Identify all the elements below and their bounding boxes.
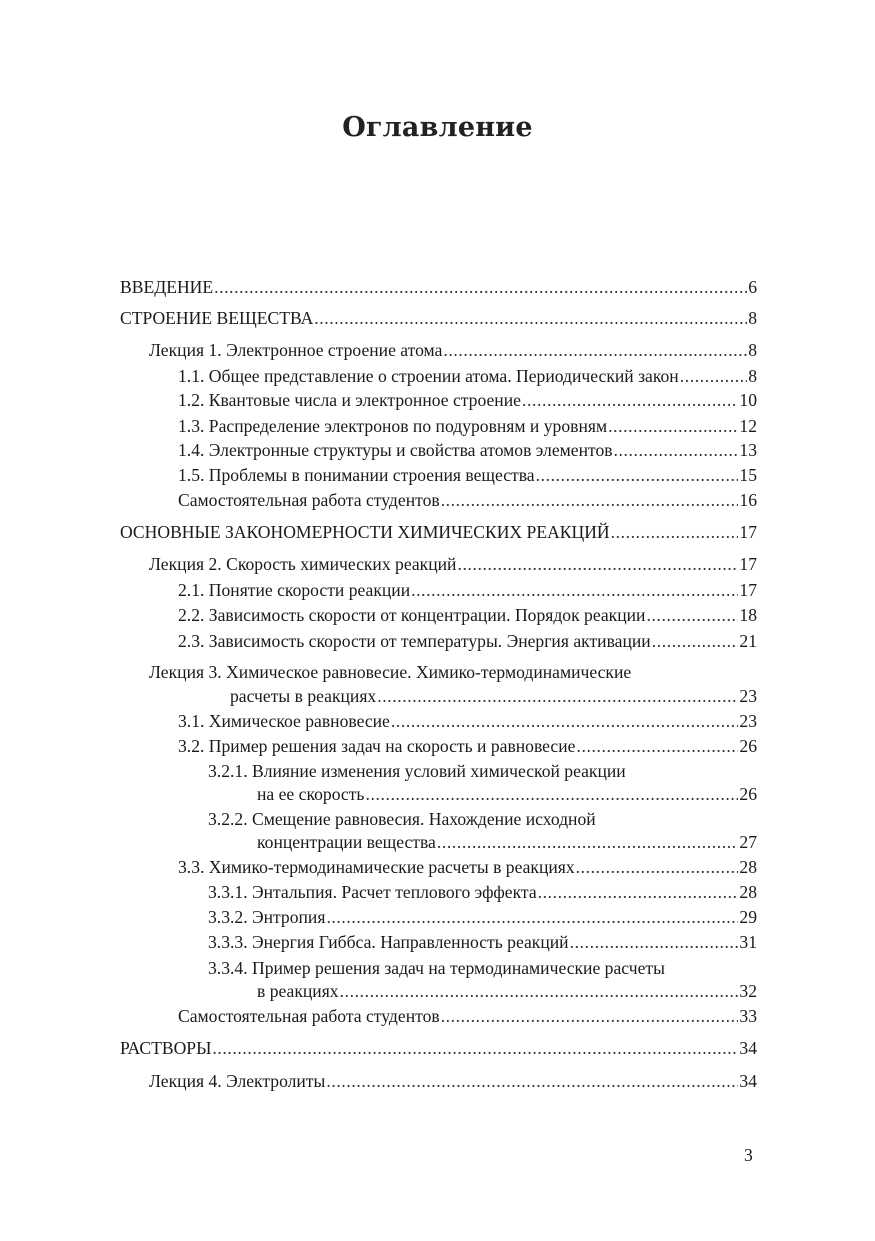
toc-entry-title: Самостоятельная работа студентов [178, 1006, 440, 1026]
toc-entry-title: 3.3.2. Энтропия [208, 907, 326, 927]
dot-leader [214, 276, 747, 298]
toc-entry-title: Лекция 3. Химическое равновесие. Химико-термодинамические [149, 662, 632, 682]
toc-entry-title: 1.3. Распределение электронов по подуровням и уровням [178, 416, 608, 436]
toc-entry-title: ОСНОВНЫЕ ЗАКОНОМЕРНОСТИ ХИМИЧЕСКИХ РЕАКЦИЙ [120, 522, 610, 542]
toc-entry-title-continuation: на ее скорость [257, 784, 365, 804]
toc-entry-title: 2.3. Зависимость скорости от температуры. Энергия активации [178, 631, 651, 651]
toc-entry-lecture-line2[interactable] [230, 685, 757, 707]
toc-entry-title: Лекция 1. Электронное строение атома [149, 340, 443, 360]
toc-entry-title: 1.4. Электронные структуры и свойства атомов элементов [178, 440, 613, 460]
toc-entry-page: 15 [739, 465, 757, 485]
toc-entry-subsection[interactable] [178, 710, 757, 732]
toc-entry-title-continuation: в реакциях [257, 981, 339, 1001]
toc-entry-page: 28 [739, 857, 757, 877]
toc-entry-page: 21 [739, 631, 757, 651]
dot-leader [611, 521, 739, 543]
dot-leader [314, 307, 747, 329]
dot-leader [437, 831, 739, 853]
toc-entry-subsubsection-line1[interactable] [208, 760, 757, 782]
dot-leader [457, 553, 738, 575]
toc-entry-self-study[interactable] [178, 489, 757, 511]
dot-leader [391, 710, 739, 732]
toc-entry-title: 3.2.2. Смещение равновесия. Нахождение исходной [208, 809, 596, 829]
toc-entry-section[interactable] [120, 521, 757, 543]
dot-leader [365, 783, 738, 805]
toc-entry-title: 3.3. Химико-термодинамические расчеты в реакциях [178, 857, 575, 877]
dot-leader [652, 630, 739, 652]
dot-leader [608, 415, 738, 437]
toc-entry-page: 34 [739, 1038, 757, 1058]
toc-entry-page: 23 [739, 711, 757, 731]
dot-leader [411, 579, 738, 601]
toc-entry-section[interactable] [120, 307, 757, 329]
dot-leader [538, 881, 739, 903]
toc-entry-page: 13 [739, 440, 757, 460]
toc-entry-title-continuation: концентрации вещества [257, 832, 436, 852]
toc-entry-page: 17 [739, 580, 757, 600]
toc-entry-page: 28 [739, 882, 757, 902]
toc-entry-subsection[interactable] [178, 415, 757, 437]
toc-entry-introduction[interactable] [120, 276, 757, 298]
dot-leader [377, 685, 738, 707]
toc-entry-page: 23 [739, 686, 757, 706]
toc-entry-page: 6 [748, 277, 757, 297]
toc-entry-title: 1.1. Общее представление о строении атома. Периодический закон [178, 366, 679, 386]
toc-entry-title: 3.2. Пример решения задач на скорость и равновесие [178, 736, 576, 756]
toc-entry-page: 27 [739, 832, 757, 852]
toc-entry-title: 3.3.1. Энтальпия. Расчет теплового эффекта [208, 882, 537, 902]
toc-entry-subsection[interactable] [178, 856, 757, 878]
toc-entry-page: 29 [739, 907, 757, 927]
toc-entry-subsubsection[interactable] [208, 906, 757, 928]
toc-entry-page: 26 [739, 784, 757, 804]
toc-entry-subsection[interactable] [178, 464, 757, 486]
toc-entry-title: 1.2. Квантовые числа и электронное строение [178, 390, 521, 410]
dot-leader [576, 856, 739, 878]
toc-entry-title-continuation: расчеты в реакциях [230, 686, 377, 706]
toc-entry-title: СТРОЕНИЕ ВЕЩЕСТВА [120, 308, 314, 328]
dot-leader [441, 489, 739, 511]
toc-entry-lecture[interactable] [149, 339, 757, 361]
toc-entry-page: 17 [739, 522, 757, 542]
toc-entry-page: 8 [748, 340, 757, 360]
toc-entry-subsection[interactable] [178, 365, 757, 387]
toc-entry-subsubsection[interactable] [208, 931, 757, 953]
toc-entry-page: 18 [739, 605, 757, 625]
dot-leader [340, 980, 739, 1002]
toc-entry-title: 3.3.3. Энергия Гиббса. Направленность реакций [208, 932, 569, 952]
dot-leader [522, 389, 738, 411]
toc-entry-lecture[interactable] [149, 1070, 757, 1092]
toc-entry-lecture-line1[interactable] [149, 661, 757, 683]
dot-leader [570, 931, 739, 953]
page-title: Оглавление [342, 112, 533, 143]
toc-entry-lecture[interactable] [149, 553, 757, 575]
toc-entry-page: 33 [739, 1006, 757, 1026]
toc-entry-subsection[interactable] [178, 389, 757, 411]
toc-entry-title: 3.2.1. Влияние изменения условий химической реакции [208, 761, 626, 781]
toc-entry-subsection[interactable] [178, 604, 757, 626]
toc-entry-page: 16 [739, 490, 757, 510]
dot-leader [536, 464, 739, 486]
toc-entry-subsubsection-line1[interactable] [208, 957, 757, 979]
toc-entry-self-study[interactable] [178, 1005, 757, 1027]
toc-entry-page: 34 [739, 1071, 757, 1091]
toc-entry-subsubsection-line2[interactable] [257, 831, 757, 853]
toc-entry-title: Лекция 4. Электролиты [149, 1071, 326, 1091]
toc-entry-page: 17 [739, 554, 757, 574]
dot-leader [680, 365, 747, 387]
toc-entry-page: 12 [739, 416, 757, 436]
toc-entry-title: 2.1. Понятие скорости реакции [178, 580, 411, 600]
dot-leader [614, 439, 739, 461]
toc-entry-page: 10 [739, 390, 757, 410]
toc-entry-title: РАСТВОРЫ [120, 1038, 212, 1058]
toc-entry-subsection[interactable] [178, 579, 757, 601]
toc-entry-title: 3.1. Химическое равновесие [178, 711, 390, 731]
toc-entry-subsubsection-line2[interactable] [257, 783, 757, 805]
toc-entry-title: 3.3.4. Пример решения задач на термодинамические расчеты [208, 958, 665, 978]
dot-leader [443, 339, 747, 361]
dot-leader [441, 1005, 739, 1027]
toc-entry-page: 8 [748, 308, 757, 328]
page-number: 3 [744, 1145, 753, 1165]
toc-entry-page: 8 [748, 366, 757, 386]
toc-entry-subsection[interactable] [178, 630, 757, 652]
toc-entry-page: 26 [739, 736, 757, 756]
dot-leader [646, 604, 738, 626]
toc-entry-title: Лекция 2. Скорость химических реакций [149, 554, 457, 574]
toc-entry-subsection[interactable] [178, 735, 757, 757]
dot-leader [326, 906, 738, 928]
toc-entry-title: 2.2. Зависимость скорости от концентрации. Порядок реакции [178, 605, 646, 625]
toc-entry-subsubsection[interactable] [208, 881, 757, 903]
toc-entry-title: Самостоятельная работа студентов [178, 490, 440, 510]
toc-entry-subsection[interactable] [178, 439, 757, 461]
toc-entry-title: ВВЕДЕНИЕ [120, 277, 214, 297]
toc-entry-subsubsection-line1[interactable] [208, 808, 757, 830]
toc-entry-page: 32 [739, 981, 757, 1001]
dot-leader [326, 1070, 738, 1092]
toc-entry-page: 31 [739, 932, 757, 952]
toc-entry-title: 1.5. Проблемы в понимании строения вещества [178, 465, 535, 485]
toc-entry-subsubsection-line2[interactable] [257, 980, 757, 1002]
dot-leader [212, 1037, 738, 1059]
toc-entry-section[interactable] [120, 1037, 757, 1059]
dot-leader [576, 735, 738, 757]
